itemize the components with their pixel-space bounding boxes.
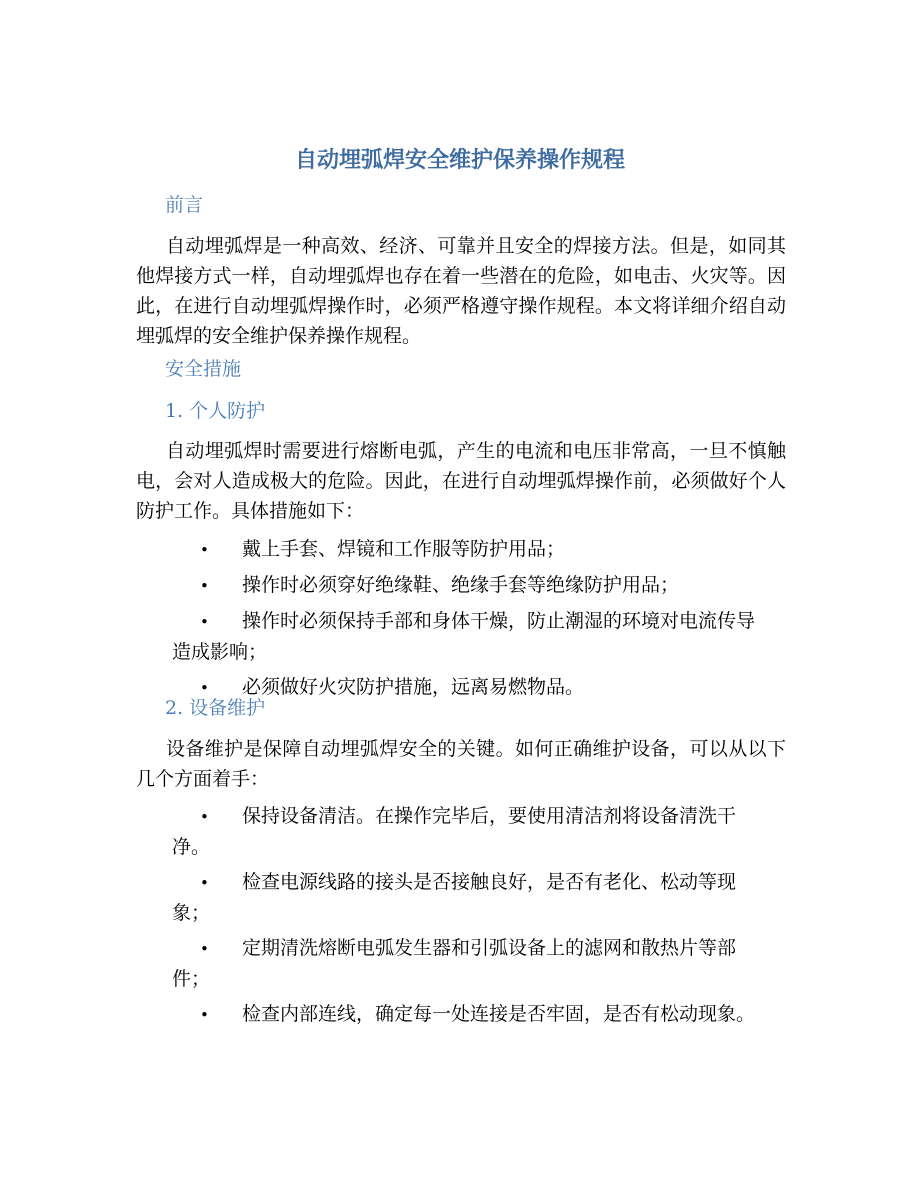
list-item-text: 检查内部连线，确定每一处连接是否牢固，是否有松动现象。 xyxy=(242,1003,756,1025)
bullet-icon: • xyxy=(200,1006,209,1024)
paragraph-personal-protection: 自动埋弧焊时需要进行熔断电弧，产生的电流和电压非常高，一旦不慎触电，会对人造成极大的危险。因此，在进行自动埋弧焊操作前，必须做好个人防护工作。具体措施如下： xyxy=(136,440,786,522)
bullet-icon: • xyxy=(200,541,209,559)
list-item-text: 保持设备清洁。在操作完毕后，要使用清洁剂将设备清洗干净。 xyxy=(172,805,737,858)
list-item-text: 操作时必须穿好绝缘鞋、绝缘手套等绝缘防护用品； xyxy=(242,574,680,596)
list-item-text: 检查电源线路的接头是否接触良好，是否有老化、松动等现象； xyxy=(172,871,737,924)
list-item xyxy=(172,933,772,994)
list-item-text: 定期清洗熔断电弧发生器和引弧设备上的滤网和散热片等部件； xyxy=(172,937,737,990)
heading-personal-protection: 1. 个人防护 xyxy=(165,400,266,422)
list-item-text: 戴上手套、焊镜和工作服等防护用品； xyxy=(242,538,566,560)
list-item xyxy=(172,801,772,862)
bullet-icon: • xyxy=(200,940,209,958)
bullet-icon: • xyxy=(200,613,209,631)
heading-safety-measures: 安全措施 xyxy=(165,358,242,380)
list-item-text: 操作时必须保持手部和身体干燥，防止潮湿的环境对电流传导造成影响； xyxy=(172,610,756,663)
heading-preface: 前言 xyxy=(165,194,204,216)
list-equipment-maintenance xyxy=(172,801,772,1035)
list-item-text: 必须做好火灾防护措施，远离易燃物品。 xyxy=(242,676,585,698)
document-title: 自动埋弧焊安全维护保养操作规程 xyxy=(294,147,625,173)
bullet-icon: • xyxy=(200,874,209,892)
list-personal-protection xyxy=(172,534,772,708)
paragraph-equipment-maintenance: 设备维护是保障自动埋弧焊安全的关键。如何正确维护设备，可以从以下几个方面着手： xyxy=(136,738,786,790)
paragraph-preface: 自动埋弧焊是一种高效、经济、可靠并且安全的焊接方法。但是，如同其他焊接方式一样，自动埋弧焊也存在着一些潜在的危险，如电击、火灾等。因此，在进行自动埋弧焊操作时，必须严格遵守操作规程。本文将详细介绍自动埋弧焊的安全维护保养操作规程。 xyxy=(136,235,786,347)
list-item xyxy=(172,534,772,565)
list-item xyxy=(172,867,772,928)
heading-equipment-maintenance: 2. 设备维护 xyxy=(165,697,266,719)
list-item xyxy=(172,606,772,667)
list-item xyxy=(172,999,772,1030)
bullet-icon: • xyxy=(200,808,209,826)
list-item xyxy=(172,570,772,601)
bullet-icon: • xyxy=(200,679,209,697)
bullet-icon: • xyxy=(200,577,209,595)
